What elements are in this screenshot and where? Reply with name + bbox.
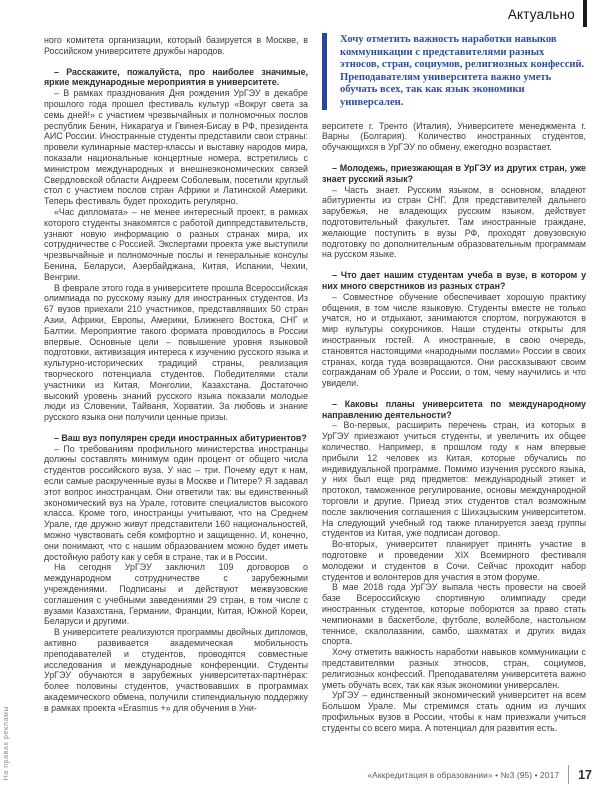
article-paragraph: ного комитета организации, который базируется в Москве, в Российском университете дружбы народов.: [44, 35, 308, 56]
article-paragraph: В феврале этого года в университете прошла Всероссийская олимпиада по русскому языку для иностранных студентов. Из 67 вузов приехали 210 участников, представлявших 50 стран Азии, Африки, Европы, Америки, Ближнего Востока, СНГ и Балтии. Мероприятие такого формата проводилось в России впервые. Основные цели – повышение уровня языковой подготовки, активизация интереса к изучению русского языка и культурно-исторических традиций страны, реализация творческого потенциала студентов. Победителями стали участники из Китая, Монголии, Казахстана. Достаточно высокий уровень знаний русского языка показали молодые люди из Словении, Тайваня, Хорватии. За любовь и знание русского языка они получили ценные призы.: [44, 282, 308, 423]
footer-journal-info: «Аккредитация в образовании» • №3 (95) • 2017: [367, 769, 560, 780]
article-column-right: [322, 33, 586, 734]
interview-question: – Каковы планы университета по международному направлению деятельности?: [322, 398, 586, 420]
interview-question: – Что дает нашим студентам учеба в вузе, в котором у них много сверстников из разных стран?: [322, 270, 586, 291]
article-paragraph: УрГЭУ – единственный экономический университет на всем Большом Урале. Мы стремимся стать одним из лучших профильных вузов в России, чтобы к нам приезжали учиться студенты со всего мира. А потенциал для развития есть.: [322, 690, 586, 733]
article-paragraph: В мае 2018 года УрГЭУ выпала честь провести на своей базе Всероссийскую спортивную олимпиаду среди иностранных студентов, которые поборются за право стать чемпионами в баскетболе, футболе, волейболе, настольном теннисе, скалолазании, самбо, шахматах и других видах спорта.: [322, 582, 586, 647]
interview-question: – Молодежь, приезжающая в УрГЭУ из других стран, уже знает русский язык?: [322, 162, 586, 184]
article-paragraph: – Совместное обучение обеспечивает хорошую практику общения, в том числе языковую. Студенты вместе не только учатся, но и отдыхают, занимаются спортом, погружаются в мир культуры сокурсников. Наши студенты открыты для иностранных гостей. А иностранные, в свою очередь, становятся настоящими «народными послами» России в своих странах, когда туда возвращаются. Они рассказывают своим согражданам об Урале и России, о том, чему научились и что увидели.: [322, 291, 586, 389]
article-paragraph: На сегодня УрГЭУ заключил 109 договоров о международном сотрудничестве с зарубежными учреждениями. Подписаны и действуют межвузовские соглашения с учебными заведениями 29 стран, в том числе с вузами Казахстана, Германии, Франции, Китая, Южной Кореи, Беларуси и другими.: [44, 562, 308, 627]
article-paragraph: – Часть знает. Русским языком, в основном, владеют абитуриенты из стран СНГ. Для представителей дальнего зарубежья, не владеющих русским языком, действует подготовительный факультет. Там иностранные граждане, желающие поступить в вузы РФ, проходят довузовскую подготовку по дополнительным образовательным программам на русском языке.: [322, 184, 586, 260]
section-header: Актуально: [507, 7, 575, 22]
article-paragraph: В университете реализуются программы двойных дипломов, активно развивается академическая мобильность преподавателей и студентов, проводятся совместные исследования и международные конференции. Студенты УрГЭУ обучаются в зарубежных университетах-партнёрах: более половины студентов, участвовавших в программах академического обмена, получили стипендиальную поддержку в рамках проекта «Erasmus +» для обучения в Уни-: [44, 627, 308, 713]
article-paragraph: Хочу отметить важность наработки навыков коммуникации с представителями разных этносов, стран, социумов, религиозных конфессий. Преподавателям университета важно уметь обучать всех, так как язык экономики универсален.: [322, 647, 586, 690]
footer-divider: [568, 765, 569, 784]
article-paragraph: Во-вторых, университет планирует принять участие в подготовке и проведении XIX Всемирного фестиваля молодежи и студентов в Сочи. Сейчас проходит набор студентов и волонтеров для участия в этом форуме.: [322, 539, 586, 582]
pull-quote-text: Хочу отметить важность наработки навыков коммуникации с представителями разных этносов, стран, социумов, религиозных конфессий. Преподавателям университета важно уметь обучать всех, так как язык экономики универсален.: [340, 34, 585, 108]
article-column-left: [44, 35, 308, 714]
pull-quote: [322, 33, 586, 110]
article-paragraph: – В рамках празднования Дня рождения УрГЭУ в декабре прошлого года прошел фестиваль культур «Вокруг света за семь дней!» с участием чрезвычайных и полномочных послов республик Бенин, Никарагуа и Гвинея-Бисау в РФ, президента АИС России. Иностранные студенты представили свои страны: провели кулинарные мастер-классы и выставку народов мира, показали национальные концертные номера, встретились с министром международных и внешнеэкономических связей Свердловской области Андреем Соболевым, посетили круглый стол с участием послов стран Африки и Латинской Америки. Теперь фестиваль будет проходить регулярно.: [44, 88, 308, 207]
article-paragraph: «Час дипломата» – не менее интересный проект, в рамках которого студенты знакомятся с работой диппредставительств, узнают новую информацию о разных странах мира, их сотрудничестве с Россией. Экспертами проекта уже выступили чрезвычайные и полномочные послы и генеральные консулы Бенина, Беларуси, Азербайджана, Китая, Испании, Чехии, Венгрии.: [44, 206, 308, 282]
interview-question: – Ваш вуз популярен среди иностранных абитуриентов?: [54, 432, 307, 443]
article-paragraph: – По требованиям профильного министерства иностранцы должны составлять минимум один процент от общего числа студентов российского вуза. У нас – три. Почему едут к нам, если самые раскрученные вузы в Москве и Питере? Я задавал этот вопрос иностранцам. Они ответили так: вы единственный экономический вуз на Урале, готовите специалистов высокого класса. Кроме того, иностранцы учитывают, что на Среднем Урале, где дружно живут представители 160 национальностей, можно чувствовать себя комфортно и защищенно. И, конечно, они понимают, что с нашим образованием можно будет иметь достойную работу как у себя в стране, так и в России.: [44, 443, 308, 562]
article-paragraph: верситете г. Тренто (Италия), Университете менеджмента г. Варны (Болгария). Количество иностранных студентов, обучающихся в УрГЭУ по обмену, ежегодно возрастает.: [322, 120, 586, 153]
interview-question: – Расскажите, пожалуйста, про наиболее значимые, яркие международные мероприятия в университете.: [44, 66, 308, 88]
article-column-right-text: [322, 121, 586, 734]
sidebar-ad-label: На правах рекламы: [3, 705, 10, 780]
page-footer: [367, 765, 592, 784]
section-header-rule: [583, 0, 587, 27]
footer-page-number: 17: [578, 767, 592, 782]
article-paragraph: – Во-первых, расширить перечень стран, из которых в УрГЭУ приезжают учиться студенты, и увеличить их общее количество. Например, в прошлом году к нам впервые прибыли 12 человек из Китая, которые обучались по индивидуальной программе. Помимо изучения русского языка, у них был еще ряд предметов: международный этикет и протокол, таможенное регулирование, основы международной торговли и другие. Приезд этих студентов стал возможным после заключения соглашения с Шихэцзыским университетом. На следующий учебный год также планируется заезд группы студентов из Китая, уже подписан договор.: [322, 420, 586, 539]
pull-quote-accent-bar: [322, 33, 327, 110]
